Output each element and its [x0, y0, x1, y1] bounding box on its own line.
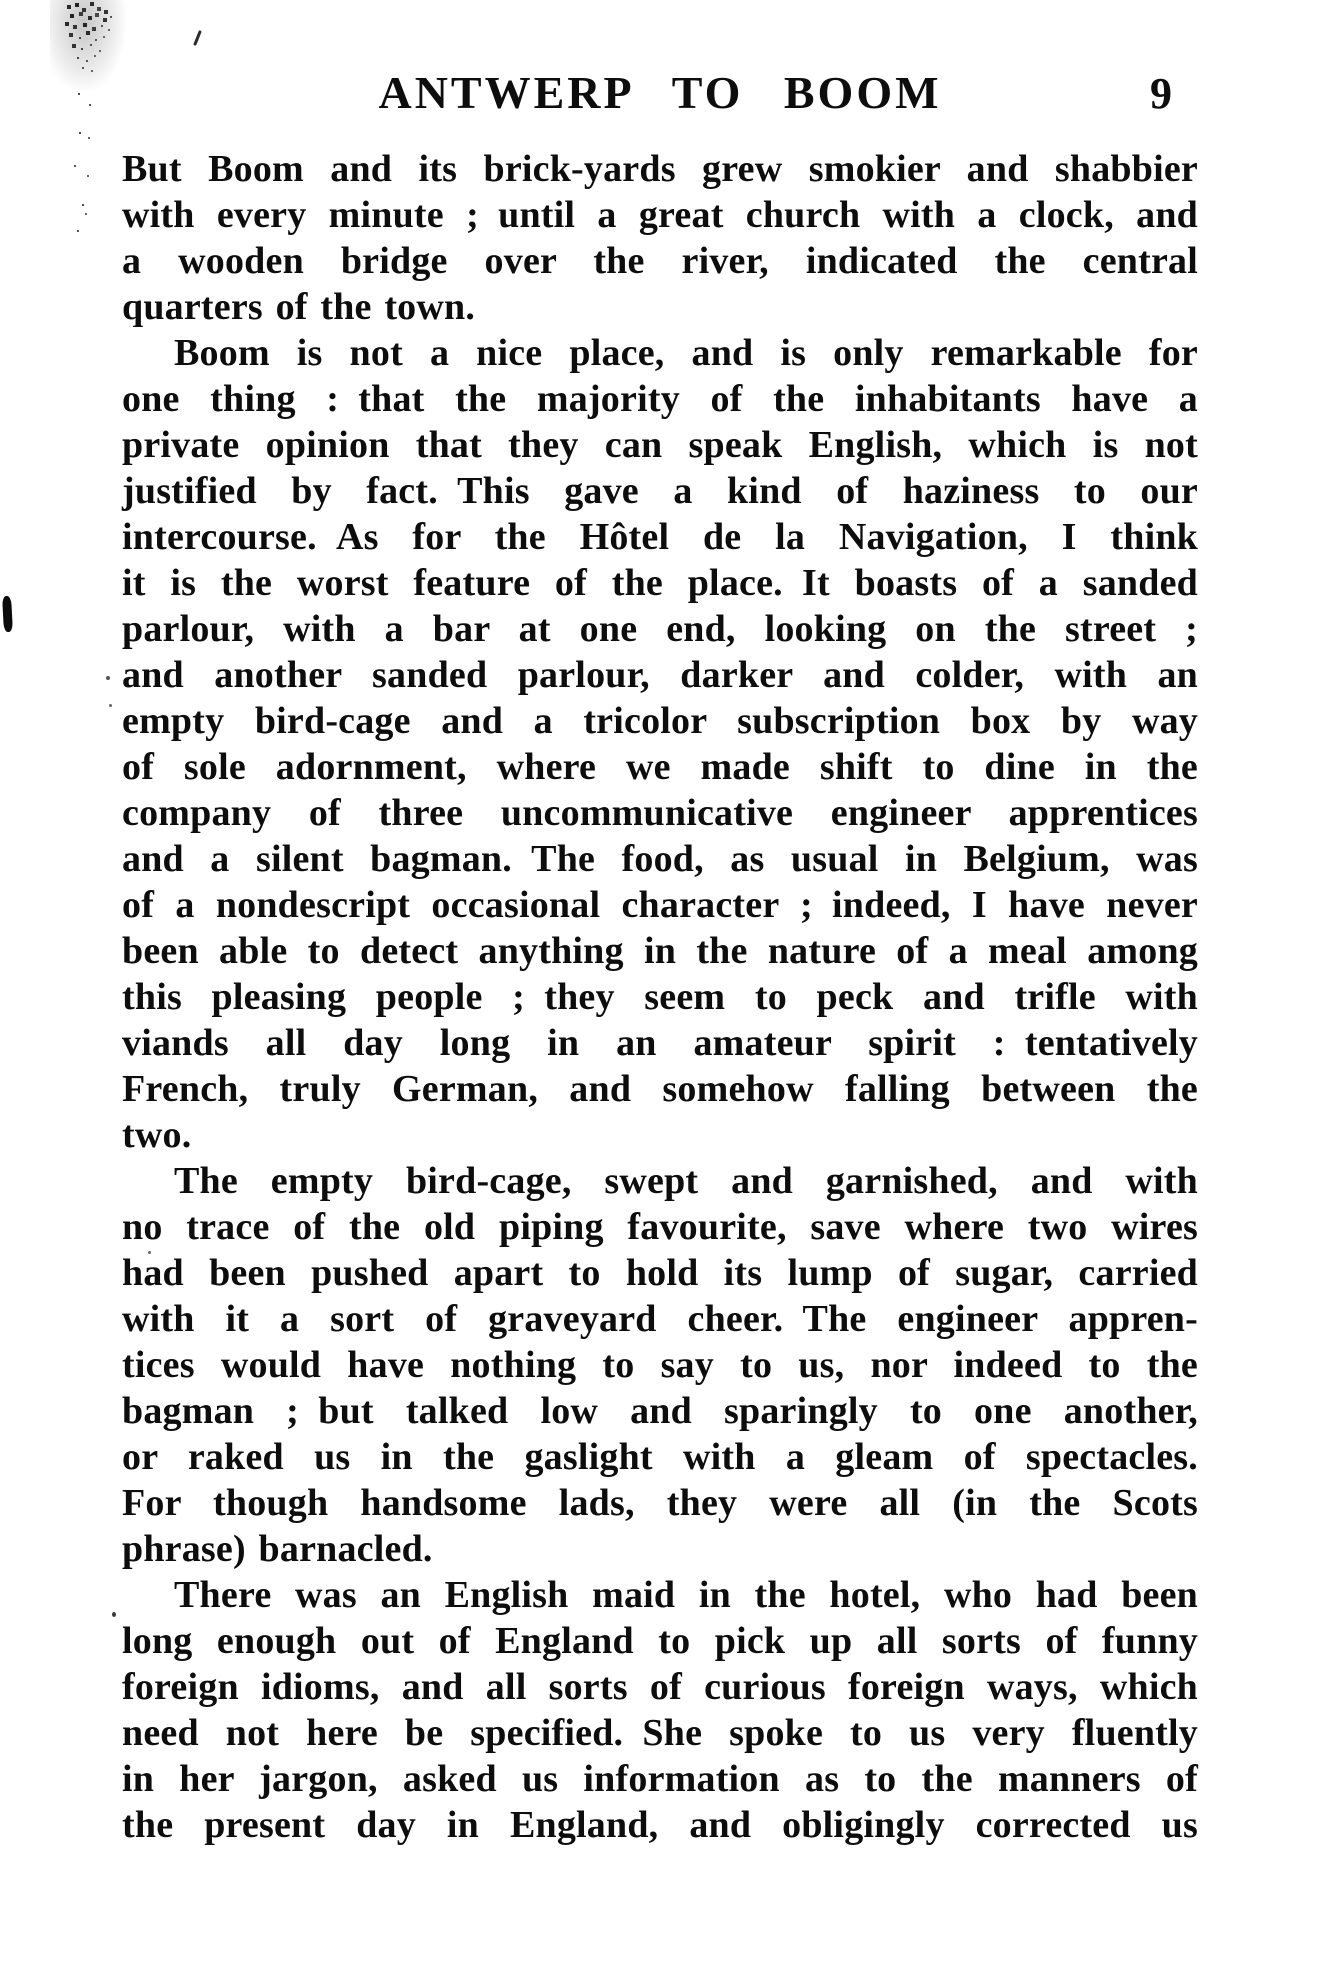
text-line: justified by fact. This gave a kind of haziness to our	[122, 470, 1198, 512]
text-line: it is the worst feature of the place. It boasts of a sanded	[122, 562, 1198, 604]
smudge-halo-artifact	[50, 0, 125, 90]
text-line: viands all day long in an amateur spirit : tentatively	[122, 1022, 1198, 1064]
text-line: of a nondescript occasional character ; indeed, I have never	[122, 884, 1198, 926]
text-line: quarters of the town.	[122, 286, 476, 328]
text-line: French, truly German, and somehow falling between the	[122, 1068, 1198, 1110]
page-number: 9	[1150, 69, 1172, 118]
text-line: need not here be specified. She spoke to us very fluently	[122, 1712, 1198, 1754]
text-line: phrase) barnacled.	[122, 1528, 433, 1570]
text-line: of sole adornment, where we made shift to dine in the	[122, 746, 1198, 788]
text-line: with every minute ; until a great church with a clock, and	[122, 194, 1198, 236]
text-line: parlour, with a bar at one end, looking on the street ;	[122, 608, 1198, 650]
text-line: long enough out of England to pick up all sorts of funny	[122, 1620, 1198, 1662]
scan-speck	[112, 1612, 116, 1617]
text-line: intercourse. As for the Hôtel de la Navigation, I think	[122, 516, 1198, 558]
scan-speck	[109, 704, 112, 707]
page-text	[122, 146, 1198, 1848]
diagonal-pen-mark-artifact	[193, 30, 202, 46]
text-line: a wooden bridge over the river, indicated the central	[122, 240, 1198, 282]
text-line: bagman ; but talked low and sparingly to one another,	[122, 1390, 1198, 1432]
text-line: no trace of the old piping favourite, save where two wires	[122, 1206, 1198, 1248]
text-line: in her jargon, asked us information as to the manners of	[122, 1758, 1198, 1800]
text-line: had been pushed apart to hold its lump of sugar, carried	[122, 1252, 1198, 1294]
scan-speck	[106, 676, 110, 680]
left-margin-mark-artifact	[2, 596, 13, 632]
text-line: But Boom and its brick-yards grew smokier and shabbier	[122, 148, 1198, 190]
text-line: two.	[122, 1114, 192, 1156]
text-line: The empty bird-cage, swept and garnished, and with	[174, 1160, 1198, 1202]
text-line: with it a sort of graveyard cheer. The engineer appren-	[122, 1298, 1198, 1340]
text-line: this pleasing people ; they seem to peck and trifle with	[122, 976, 1198, 1018]
text-line: one thing : that the majority of the inhabitants have a	[122, 378, 1198, 420]
text-line: private opinion that they can speak English, which is not	[122, 424, 1198, 466]
text-line: and a silent bagman. The food, as usual in Belgium, was	[122, 838, 1198, 880]
text-line: Boom is not a nice place, and is only remarkable for	[174, 332, 1198, 374]
text-line: and another sanded parlour, darker and colder, with an	[122, 654, 1198, 696]
ink-speckle-smudge-artifact	[0, 0, 2, 2]
text-line: foreign idioms, and all sorts of curious foreign ways, which	[122, 1666, 1198, 1708]
text-line: empty bird-cage and a tricolor subscription box by way	[122, 700, 1198, 742]
text-line: tices would have nothing to say to us, nor indeed to the	[122, 1344, 1198, 1386]
text-line: the present day in England, and obligingly corrected us	[122, 1804, 1198, 1846]
text-line: For though handsome lads, they were all (in the Scots	[122, 1482, 1198, 1524]
text-line: been able to detect anything in the nature of a meal among	[122, 930, 1198, 972]
text-line: or raked us in the gaslight with a gleam of spectacles.	[122, 1436, 1198, 1478]
text-line: There was an English maid in the hotel, who had been	[174, 1574, 1198, 1616]
running-header-title: ANTWERP TO BOOM	[378, 67, 942, 118]
text-line: company of three uncommunicative engineer apprentices	[122, 792, 1198, 834]
